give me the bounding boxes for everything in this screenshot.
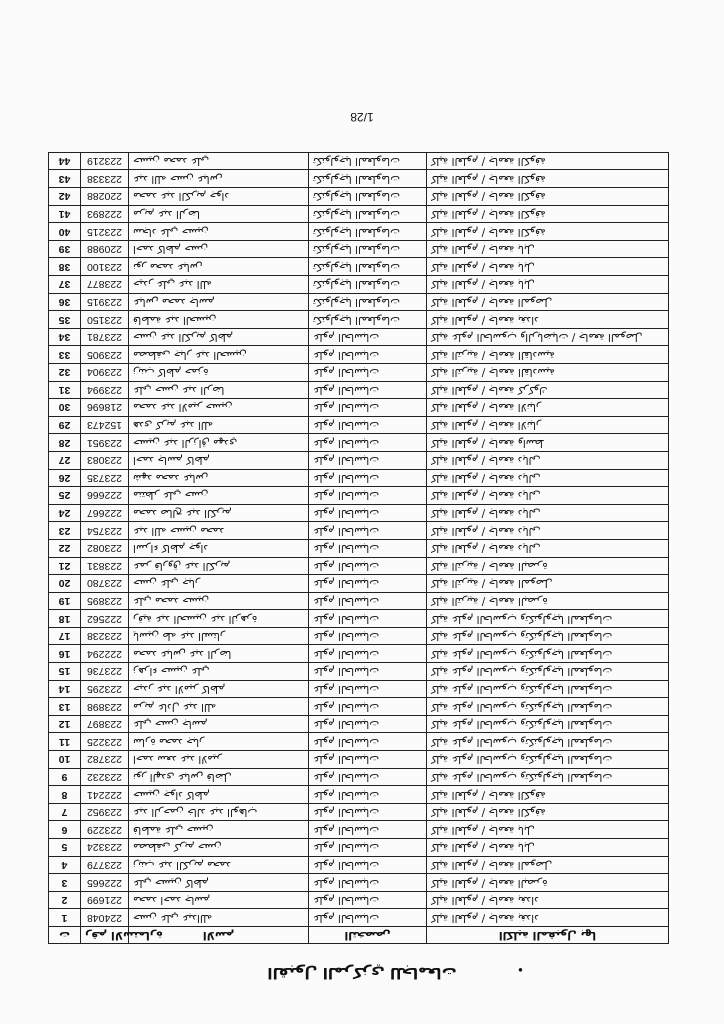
row-specialty: علوم الحاسبات <box>309 557 427 575</box>
row-name: ياسين طه عبد الستار <box>129 627 309 645</box>
row-name: محمد عبد الكريم جواد <box>129 188 309 206</box>
row-college: كلية علوم الحاسوب وتكنولوجيا المعلومات <box>427 610 669 628</box>
row-number: 15 <box>49 663 81 681</box>
row-name: سارة محمد جبار <box>129 733 309 751</box>
row-college: كلية العلوم / جامعة الانبار <box>427 416 669 434</box>
row-specialty: تكنولوجيا المعلومات <box>309 240 427 258</box>
row-name: فاطمة علي حسين <box>129 821 309 839</box>
table-row <box>49 170 669 188</box>
row-college: كلية العلوم / جامعة بغداد <box>427 909 669 927</box>
row-form-id: 222667 <box>81 504 129 522</box>
row-form-id: 223219 <box>81 152 129 170</box>
row-form-id: 223150 <box>81 311 129 329</box>
row-number: 44 <box>49 152 81 170</box>
row-form-id: 222241 <box>81 786 129 804</box>
row-number: 9 <box>49 768 81 786</box>
row-name: حيدر علي عبد الله <box>129 276 309 294</box>
row-college: كلية علوم الحاسوب وتكنولوجيا المعلومات <box>427 627 669 645</box>
row-college: كلية التربية / جامعة الموصل <box>427 575 669 593</box>
row-form-id: 222294 <box>81 645 129 663</box>
table-row <box>49 311 669 329</box>
row-specialty: علوم الحاسبات <box>309 786 427 804</box>
row-form-id: 223735 <box>81 469 129 487</box>
row-number: 30 <box>49 399 81 417</box>
row-form-id: 223904 <box>81 364 129 382</box>
row-specialty: علوم الحاسبات <box>309 645 427 663</box>
row-name: عبد الرحمن خالد عبد الوهاب <box>129 803 309 821</box>
table-row <box>49 240 669 258</box>
row-college: كلية التربية / جامعة القادسية <box>427 364 669 382</box>
row-college: كلية العلوم / جامعة الكوفة <box>427 152 669 170</box>
row-specialty: علوم الحاسبات <box>309 751 427 769</box>
row-specialty: علوم الحاسبات <box>309 487 427 505</box>
row-form-id: 223782 <box>81 751 129 769</box>
row-college: كلية علوم الحاسوب وتكنولوجيا المعلومات <box>427 663 669 681</box>
row-college: كلية العلوم / جامعة ديالى <box>427 539 669 557</box>
row-number: 18 <box>49 610 81 628</box>
row-name: نور محمد عباس <box>129 258 309 276</box>
row-college: كلية العلوم / جامعة واسط <box>427 434 669 452</box>
row-form-id: 223951 <box>81 434 129 452</box>
row-number: 8 <box>49 786 81 804</box>
row-form-id: 223895 <box>81 592 129 610</box>
page-title: القبول المركزي للجامعات <box>267 964 457 982</box>
header-college: الكلية المقبول بها <box>427 927 669 944</box>
table-row <box>49 522 669 540</box>
row-number: 34 <box>49 328 81 346</box>
row-name: احمد سعد عبد الامير <box>129 751 309 769</box>
row-name: حسين محمد علي <box>129 152 309 170</box>
row-name: علي محمد حسين <box>129 592 309 610</box>
row-college: كلية العلوم / جامعة بغداد <box>427 311 669 329</box>
row-number: 1 <box>49 909 81 927</box>
row-number: 23 <box>49 522 81 540</box>
row-form-id: 223994 <box>81 381 129 399</box>
table-row <box>49 592 669 610</box>
row-college: كلية علوم الحاسوب وتكنولوجيا المعلومات <box>427 698 669 716</box>
row-name: علي حسن جاسم <box>129 715 309 733</box>
pen-mark: • <box>516 962 524 976</box>
row-number: 13 <box>49 698 81 716</box>
row-specialty: علوم الحاسبات <box>309 434 427 452</box>
row-form-id: 223780 <box>81 575 129 593</box>
row-name: عبد الله حسين محمد <box>129 522 309 540</box>
row-specialty: علوم الحاسبات <box>309 715 427 733</box>
row-name: فاطمة عبد الحسين <box>129 311 309 329</box>
row-number: 32 <box>49 364 81 382</box>
row-form-id: 222562 <box>81 610 129 628</box>
row-form-id: 223083 <box>81 451 129 469</box>
row-number: 12 <box>49 715 81 733</box>
row-name: اسراء كاظم جواد <box>129 539 309 557</box>
header-form-id: رقم الاستمارة <box>81 927 129 944</box>
row-form-id: 223877 <box>81 276 129 294</box>
row-form-id: 223915 <box>81 293 129 311</box>
row-form-id: 220988 <box>81 240 129 258</box>
row-number: 38 <box>49 258 81 276</box>
row-college: كلية علوم الحاسوب وتكنولوجيا المعلومات <box>427 645 669 663</box>
row-college: كلية العلوم / جامعة كركوك <box>427 381 669 399</box>
row-form-id: 223232 <box>81 768 129 786</box>
row-number: 6 <box>49 821 81 839</box>
table-row <box>49 416 669 434</box>
header-number: ت <box>49 927 81 944</box>
row-name: حسن علي عبدالله <box>129 909 309 927</box>
row-specialty: علوم الحاسبات <box>309 364 427 382</box>
table-row <box>49 803 669 821</box>
row-form-id: 223905 <box>81 346 129 364</box>
row-college: كلية العلوم / جامعة الكوفة <box>427 803 669 821</box>
row-specialty: علوم الحاسبات <box>309 680 427 698</box>
row-college: كلية العلوم / جامعة بابل <box>427 240 669 258</box>
table-row <box>49 223 669 241</box>
table-row <box>49 293 669 311</box>
table-row <box>49 715 669 733</box>
row-specialty: علوم الحاسبات <box>309 821 427 839</box>
row-name: حسن عبد الكريم كاظم <box>129 328 309 346</box>
table-row <box>49 258 669 276</box>
table-row <box>49 786 669 804</box>
row-number: 20 <box>49 575 81 593</box>
row-specialty: علوم الحاسبات <box>309 381 427 399</box>
row-college: كلية العلوم / جامعة بابل <box>427 839 669 857</box>
row-form-id: 223897 <box>81 715 129 733</box>
row-name: رقية عبد الحسين عبد الزهرة <box>129 610 309 628</box>
row-specialty: علوم الحاسبات <box>309 451 427 469</box>
row-name: محمد صالح عبد الكريم <box>129 504 309 522</box>
row-number: 42 <box>49 188 81 206</box>
table-row <box>49 487 669 505</box>
row-college: كلية التربية / جامعة البصرة <box>427 557 669 575</box>
row-form-id: 223952 <box>81 803 129 821</box>
row-specialty: تكنولوجيا المعلومات <box>309 311 427 329</box>
table-row <box>49 451 669 469</box>
table-row <box>49 627 669 645</box>
table-row <box>49 751 669 769</box>
row-specialty: علوم الحاسبات <box>309 522 427 540</box>
row-number: 2 <box>49 891 81 909</box>
row-name: محمد احمد جاسم <box>129 891 309 909</box>
row-specialty: تكنولوجيا المعلومات <box>309 258 427 276</box>
row-specialty: تكنولوجيا المعلومات <box>309 188 427 206</box>
row-college: كلية العلوم / جامعة بابل <box>427 821 669 839</box>
row-name: محمد عبد الامير حسين <box>129 399 309 417</box>
row-name: محمد عباس عبد الرضا <box>129 645 309 663</box>
row-form-id: 222666 <box>81 487 129 505</box>
table-row <box>49 891 669 909</box>
row-specialty: علوم الحاسبات <box>309 575 427 593</box>
row-specialty: علوم الحاسبات <box>309 328 427 346</box>
row-form-id: 223324 <box>81 839 129 857</box>
row-name: منتظر علي حسن <box>129 487 309 505</box>
row-name: حسين عبد الرزاق مهدي <box>129 434 309 452</box>
row-form-id: 223295 <box>81 680 129 698</box>
row-number: 5 <box>49 839 81 857</box>
row-specialty: علوم الحاسبات <box>309 346 427 364</box>
table-row <box>49 399 669 417</box>
table-row <box>49 856 669 874</box>
row-form-id: 223238 <box>81 627 129 645</box>
row-college: كلية علوم الحاسوب وتكنولوجيا المعلومات <box>427 680 669 698</box>
row-college: كلية العلوم / جامعة الانبار <box>427 399 669 417</box>
row-college: كلية العلوم / جامعة الكوفة <box>427 170 669 188</box>
row-specialty: علوم الحاسبات <box>309 856 427 874</box>
row-college: كلية علوم الحاسوب وتكنولوجيا المعلومات <box>427 715 669 733</box>
row-number: 35 <box>49 311 81 329</box>
row-specialty: علوم الحاسبات <box>309 909 427 927</box>
row-form-id: 152473 <box>81 416 129 434</box>
row-specialty: علوم الحاسبات <box>309 399 427 417</box>
row-specialty: علوم الحاسبات <box>309 592 427 610</box>
row-specialty: علوم الحاسبات <box>309 698 427 716</box>
row-name: مريم عادل عبد الله <box>129 698 309 716</box>
row-form-id: 220288 <box>81 188 129 206</box>
row-specialty: علوم الحاسبات <box>309 610 427 628</box>
row-college: كلية العلوم / جامعة الكوفة <box>427 188 669 206</box>
row-number: 24 <box>49 504 81 522</box>
row-college: كلية العلوم / جامعة بغداد <box>427 891 669 909</box>
row-form-id: 223831 <box>81 557 129 575</box>
row-form-id: 223082 <box>81 539 129 557</box>
table-row <box>49 909 669 927</box>
row-college: كلية العلوم / جامعة بابل <box>427 258 669 276</box>
row-name: عبد الله حسن عباس <box>129 170 309 188</box>
row-specialty: علوم الحاسبات <box>309 416 427 434</box>
row-name: علي حسين كاظم <box>129 874 309 892</box>
row-name: زينب كاظم حمزة <box>129 364 309 382</box>
row-specialty: تكنولوجيا المعلومات <box>309 293 427 311</box>
row-form-id: 223736 <box>81 663 129 681</box>
row-college: كلية العلوم / جامعة الكوفة <box>427 205 669 223</box>
table-row <box>49 821 669 839</box>
row-college: كلية العلوم / جامعة بابل <box>427 276 669 294</box>
row-number: 33 <box>49 346 81 364</box>
row-college: كلية علوم الحاسوب وتكنولوجيا المعلومات <box>427 768 669 786</box>
row-name: عمر فاروق عبد الكريم <box>129 557 309 575</box>
table-row <box>49 575 669 593</box>
row-college: كلية العلوم / جامعة ديالى <box>427 522 669 540</box>
row-name: زينب عبد الكريم محمد <box>129 856 309 874</box>
row-college: كلية العلوم / جامعة ديالى <box>427 469 669 487</box>
row-form-id: 221699 <box>81 891 129 909</box>
row-name: حسين جواد كاظم <box>129 786 309 804</box>
row-number: 40 <box>49 223 81 241</box>
row-name: نور الهدى عباس فاضل <box>129 768 309 786</box>
row-college: كلية العلوم / جامعة الموصل <box>427 293 669 311</box>
row-name: عباس محمد جاسم <box>129 293 309 311</box>
row-name: مصطفى كريم حسن <box>129 839 309 857</box>
row-number: 10 <box>49 751 81 769</box>
row-specialty: علوم الحاسبات <box>309 627 427 645</box>
row-name: شهد محمد عباس <box>129 469 309 487</box>
header-specialty: التخصص <box>309 927 427 944</box>
row-specialty: علوم الحاسبات <box>309 839 427 857</box>
row-number: 37 <box>49 276 81 294</box>
row-number: 41 <box>49 205 81 223</box>
row-number: 26 <box>49 469 81 487</box>
row-number: 27 <box>49 451 81 469</box>
row-specialty: تكنولوجيا المعلومات <box>309 152 427 170</box>
table-row <box>49 188 669 206</box>
table-row <box>49 839 669 857</box>
row-number: 31 <box>49 381 81 399</box>
table-row <box>49 610 669 628</box>
row-specialty: علوم الحاسبات <box>309 874 427 892</box>
row-number: 7 <box>49 803 81 821</box>
table-row <box>49 434 669 452</box>
row-specialty: علوم الحاسبات <box>309 891 427 909</box>
row-name: زهراء حسين علي <box>129 663 309 681</box>
row-college: كلية العلوم / جامعة الكوفة <box>427 223 669 241</box>
table-row <box>49 276 669 294</box>
row-form-id: 222665 <box>81 874 129 892</box>
row-form-id: 223229 <box>81 821 129 839</box>
table-row <box>49 874 669 892</box>
row-name: احمد جاسم كاظم <box>129 451 309 469</box>
header-name: الاسم <box>129 927 309 944</box>
row-number: 16 <box>49 645 81 663</box>
row-name: حيدر عبد الامير كاظم <box>129 680 309 698</box>
row-form-id: 223215 <box>81 223 129 241</box>
row-form-id: 223779 <box>81 856 129 874</box>
row-college: كلية العلوم / جامعة البصرة <box>427 874 669 892</box>
row-form-id: 223225 <box>81 733 129 751</box>
table-row <box>49 504 669 522</box>
row-college: كلية العلوم / جامعة ديالى <box>427 451 669 469</box>
row-name: حسن علي جبار <box>129 575 309 593</box>
row-college: كلية التربية / جامعة القادسية <box>427 346 669 364</box>
row-specialty: تكنولوجيا المعلومات <box>309 276 427 294</box>
row-specialty: علوم الحاسبات <box>309 663 427 681</box>
row-form-id: 223781 <box>81 328 129 346</box>
table-row <box>49 557 669 575</box>
row-specialty: علوم الحاسبات <box>309 469 427 487</box>
row-number: 4 <box>49 856 81 874</box>
row-number: 43 <box>49 170 81 188</box>
row-number: 28 <box>49 434 81 452</box>
row-college: كلية علوم الحاسوب وتكنولوجيا المعلومات <box>427 733 669 751</box>
row-name: سجاد علي حسين <box>129 223 309 241</box>
row-number: 17 <box>49 627 81 645</box>
row-number: 11 <box>49 733 81 751</box>
page-number: 1/28 <box>350 110 374 124</box>
row-college: كلية علوم الحاسوب والرياضيات / جامعة الموصل <box>427 328 669 346</box>
row-specialty: تكنولوجيا المعلومات <box>309 205 427 223</box>
row-number: 29 <box>49 416 81 434</box>
row-name: احمد كاظم حسن <box>129 240 309 258</box>
row-form-id: 223100 <box>81 258 129 276</box>
row-specialty: علوم الحاسبات <box>309 733 427 751</box>
row-specialty: علوم الحاسبات <box>309 768 427 786</box>
row-specialty: علوم الحاسبات <box>309 504 427 522</box>
row-form-id: 224048 <box>81 909 129 927</box>
row-specialty: علوم الحاسبات <box>309 539 427 557</box>
row-number: 22 <box>49 539 81 557</box>
table-header-row <box>49 927 669 944</box>
row-name: مريم عبد الرضا <box>129 205 309 223</box>
table-row <box>49 663 669 681</box>
table-row <box>49 539 669 557</box>
row-number: 39 <box>49 240 81 258</box>
row-name: هدى كريم عبد الله <box>129 416 309 434</box>
table-row <box>49 364 669 382</box>
row-number: 25 <box>49 487 81 505</box>
row-number: 19 <box>49 592 81 610</box>
row-form-id: 223338 <box>81 170 129 188</box>
table-row <box>49 346 669 364</box>
row-name: علي حسن عبد الرضا <box>129 381 309 399</box>
row-number: 14 <box>49 680 81 698</box>
row-college: كلية علوم الحاسوب وتكنولوجيا المعلومات <box>427 751 669 769</box>
row-form-id: 223898 <box>81 698 129 716</box>
row-college: كلية العلوم / جامعة ديالى <box>427 487 669 505</box>
row-college: كلية العلوم / جامعة الكوفة <box>427 786 669 804</box>
table-row <box>49 680 669 698</box>
row-college: كلية التربية / جامعة البصرة <box>427 592 669 610</box>
row-name: مصطفى جبار عبد الحسين <box>129 346 309 364</box>
table-row <box>49 469 669 487</box>
table-row <box>49 768 669 786</box>
table-row <box>49 152 669 170</box>
row-specialty: تكنولوجيا المعلومات <box>309 170 427 188</box>
row-number: 3 <box>49 874 81 892</box>
row-number: 36 <box>49 293 81 311</box>
row-specialty: علوم الحاسبات <box>309 803 427 821</box>
table-row <box>49 205 669 223</box>
row-form-id: 222893 <box>81 205 129 223</box>
table-row <box>49 698 669 716</box>
row-form-id: 223754 <box>81 522 129 540</box>
row-number: 21 <box>49 557 81 575</box>
table-row <box>49 733 669 751</box>
table-row <box>49 645 669 663</box>
row-college: كلية العلوم / جامعة الموصل <box>427 856 669 874</box>
row-specialty: تكنولوجيا المعلومات <box>309 223 427 241</box>
table-row <box>49 328 669 346</box>
row-form-id: 218696 <box>81 399 129 417</box>
results-table <box>48 152 669 944</box>
row-college: كلية العلوم / جامعة ديالى <box>427 504 669 522</box>
table-row <box>49 381 669 399</box>
